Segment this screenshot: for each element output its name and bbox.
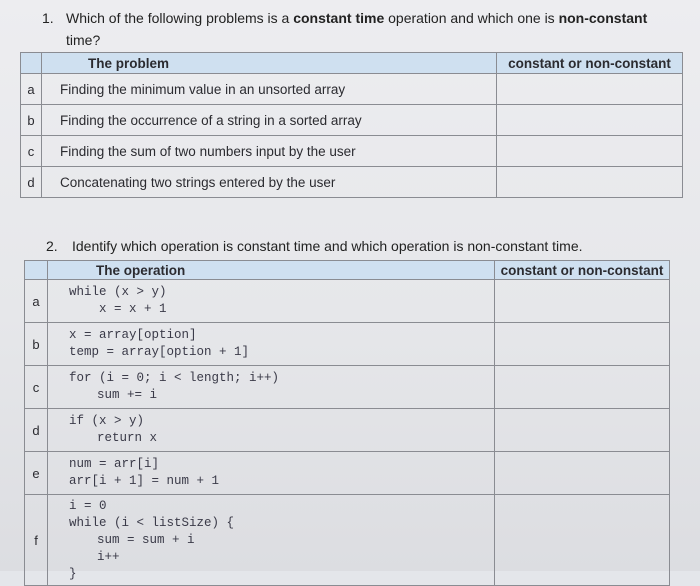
header-operation: The operation — [48, 261, 495, 280]
answer-cell[interactable] — [495, 366, 670, 409]
table-row — [25, 323, 670, 366]
row-letter: a — [25, 280, 48, 323]
answer-cell[interactable] — [495, 409, 670, 452]
header-problem: The problem — [42, 53, 497, 74]
code-snippet: while (x > y) x = x + 1 — [48, 280, 495, 323]
problem-text: Finding the occurrence of a string in a sorted array — [42, 105, 497, 136]
row-letter: f — [25, 495, 48, 586]
answer-cell[interactable] — [497, 136, 683, 167]
problem-text: Concatenating two strings entered by the user — [42, 167, 497, 198]
answer-cell[interactable] — [495, 323, 670, 366]
answer-cell[interactable] — [497, 74, 683, 105]
table-row — [25, 495, 670, 586]
header-answer: constant or non-constant — [495, 261, 670, 280]
table-row — [21, 136, 683, 167]
code-snippet: num = arr[i] arr[i + 1] = num + 1 — [48, 452, 495, 495]
question-2-number: 2. — [46, 238, 58, 254]
table-row — [25, 452, 670, 495]
code-snippet: x = array[option] temp = array[option + 1] — [48, 323, 495, 366]
problem-text: Finding the sum of two numbers input by the user — [42, 136, 497, 167]
header-answer: constant or non-constant — [497, 53, 683, 74]
answer-cell[interactable] — [495, 280, 670, 323]
table-row — [25, 409, 670, 452]
table-row — [25, 280, 670, 323]
table-header-row — [21, 53, 683, 74]
question-1-number: 1. — [42, 10, 54, 26]
answer-cell[interactable] — [495, 452, 670, 495]
question-2-title: 2. Identify which operation is constant time and which operation is non-constant time. — [46, 238, 583, 254]
table-row — [21, 105, 683, 136]
table-row — [21, 74, 683, 105]
row-letter: c — [25, 366, 48, 409]
question-2-table — [24, 260, 670, 586]
table-row — [25, 366, 670, 409]
code-snippet: for (i = 0; i < length; i++) sum += i — [48, 366, 495, 409]
question-1-table — [20, 52, 683, 198]
code-snippet: i = 0 while (i < listSize) { sum = sum + i i++ } — [48, 495, 495, 586]
row-letter: d — [21, 167, 42, 198]
answer-cell[interactable] — [497, 167, 683, 198]
table-header-row — [25, 261, 670, 280]
problem-text: Finding the minimum value in an unsorted array — [42, 74, 497, 105]
table-row — [21, 167, 683, 198]
row-letter: b — [25, 323, 48, 366]
code-snippet: if (x > y) return x — [48, 409, 495, 452]
answer-cell[interactable] — [497, 105, 683, 136]
row-letter: c — [21, 136, 42, 167]
row-letter: b — [21, 105, 42, 136]
row-letter: a — [21, 74, 42, 105]
row-letter: e — [25, 452, 48, 495]
row-letter: d — [25, 409, 48, 452]
answer-cell[interactable] — [495, 495, 670, 586]
question-1-title: 1. Which of the following problems is a constant time operation and which one is non-constant time? — [42, 7, 692, 51]
